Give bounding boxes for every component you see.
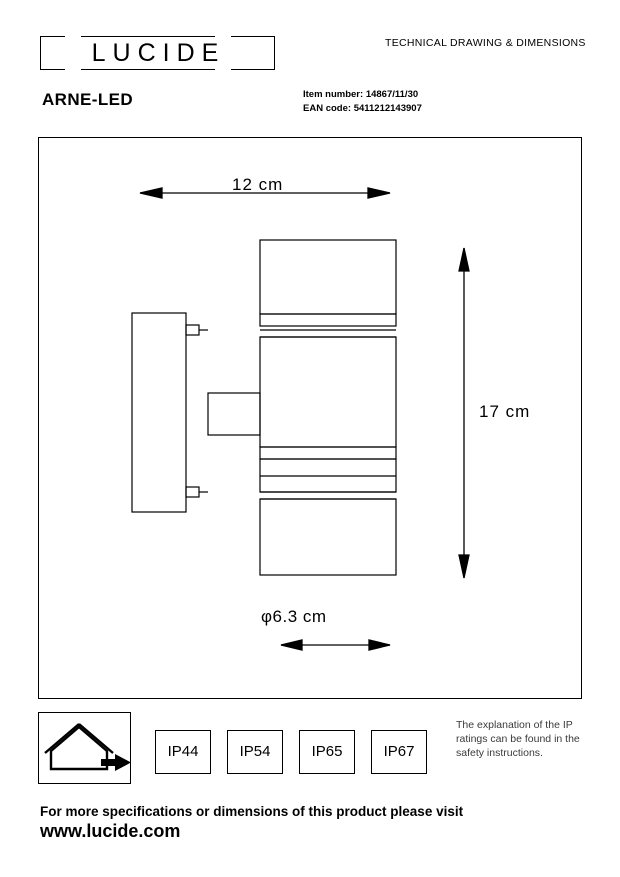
height-dimension-label: 17 cm [479, 402, 531, 421]
width-dimension-label: 12 cm [232, 175, 284, 194]
diameter-dimension-label: φ6.3 cm [261, 607, 327, 626]
item-number-label: Item number: [303, 89, 364, 100]
footer-text: For more specifications or dimensions of this product please visit [40, 804, 464, 819]
ean-code [303, 103, 422, 114]
technical-drawing-title: TECHNICAL DRAWING & DIMENSIONS [385, 37, 586, 49]
ip-rating-ip44: IP44 [155, 730, 211, 774]
product-name: ARNE-LED [42, 90, 134, 109]
lucide-logo [40, 36, 275, 70]
ean-code-label: EAN code: [303, 103, 352, 114]
logo-text: LUCIDE [91, 39, 226, 67]
item-number [303, 89, 418, 100]
footer-website[interactable]: www.lucide.com [40, 821, 181, 841]
ip-rating-ip67: IP67 [371, 730, 427, 774]
ip-rating-explanation: The explanation of the IP ratings can be found in the safety instructions. [456, 719, 580, 759]
ean-code-value: 5411212143907 [353, 103, 422, 114]
item-number-value: 14867/11/30 [365, 89, 419, 100]
ip-rating-ip65: IP65 [299, 730, 355, 774]
house-with-arrow-icon [39, 713, 130, 783]
ip-rating-ip54: IP54 [227, 730, 283, 774]
outdoor-use-icon-box [38, 712, 131, 784]
